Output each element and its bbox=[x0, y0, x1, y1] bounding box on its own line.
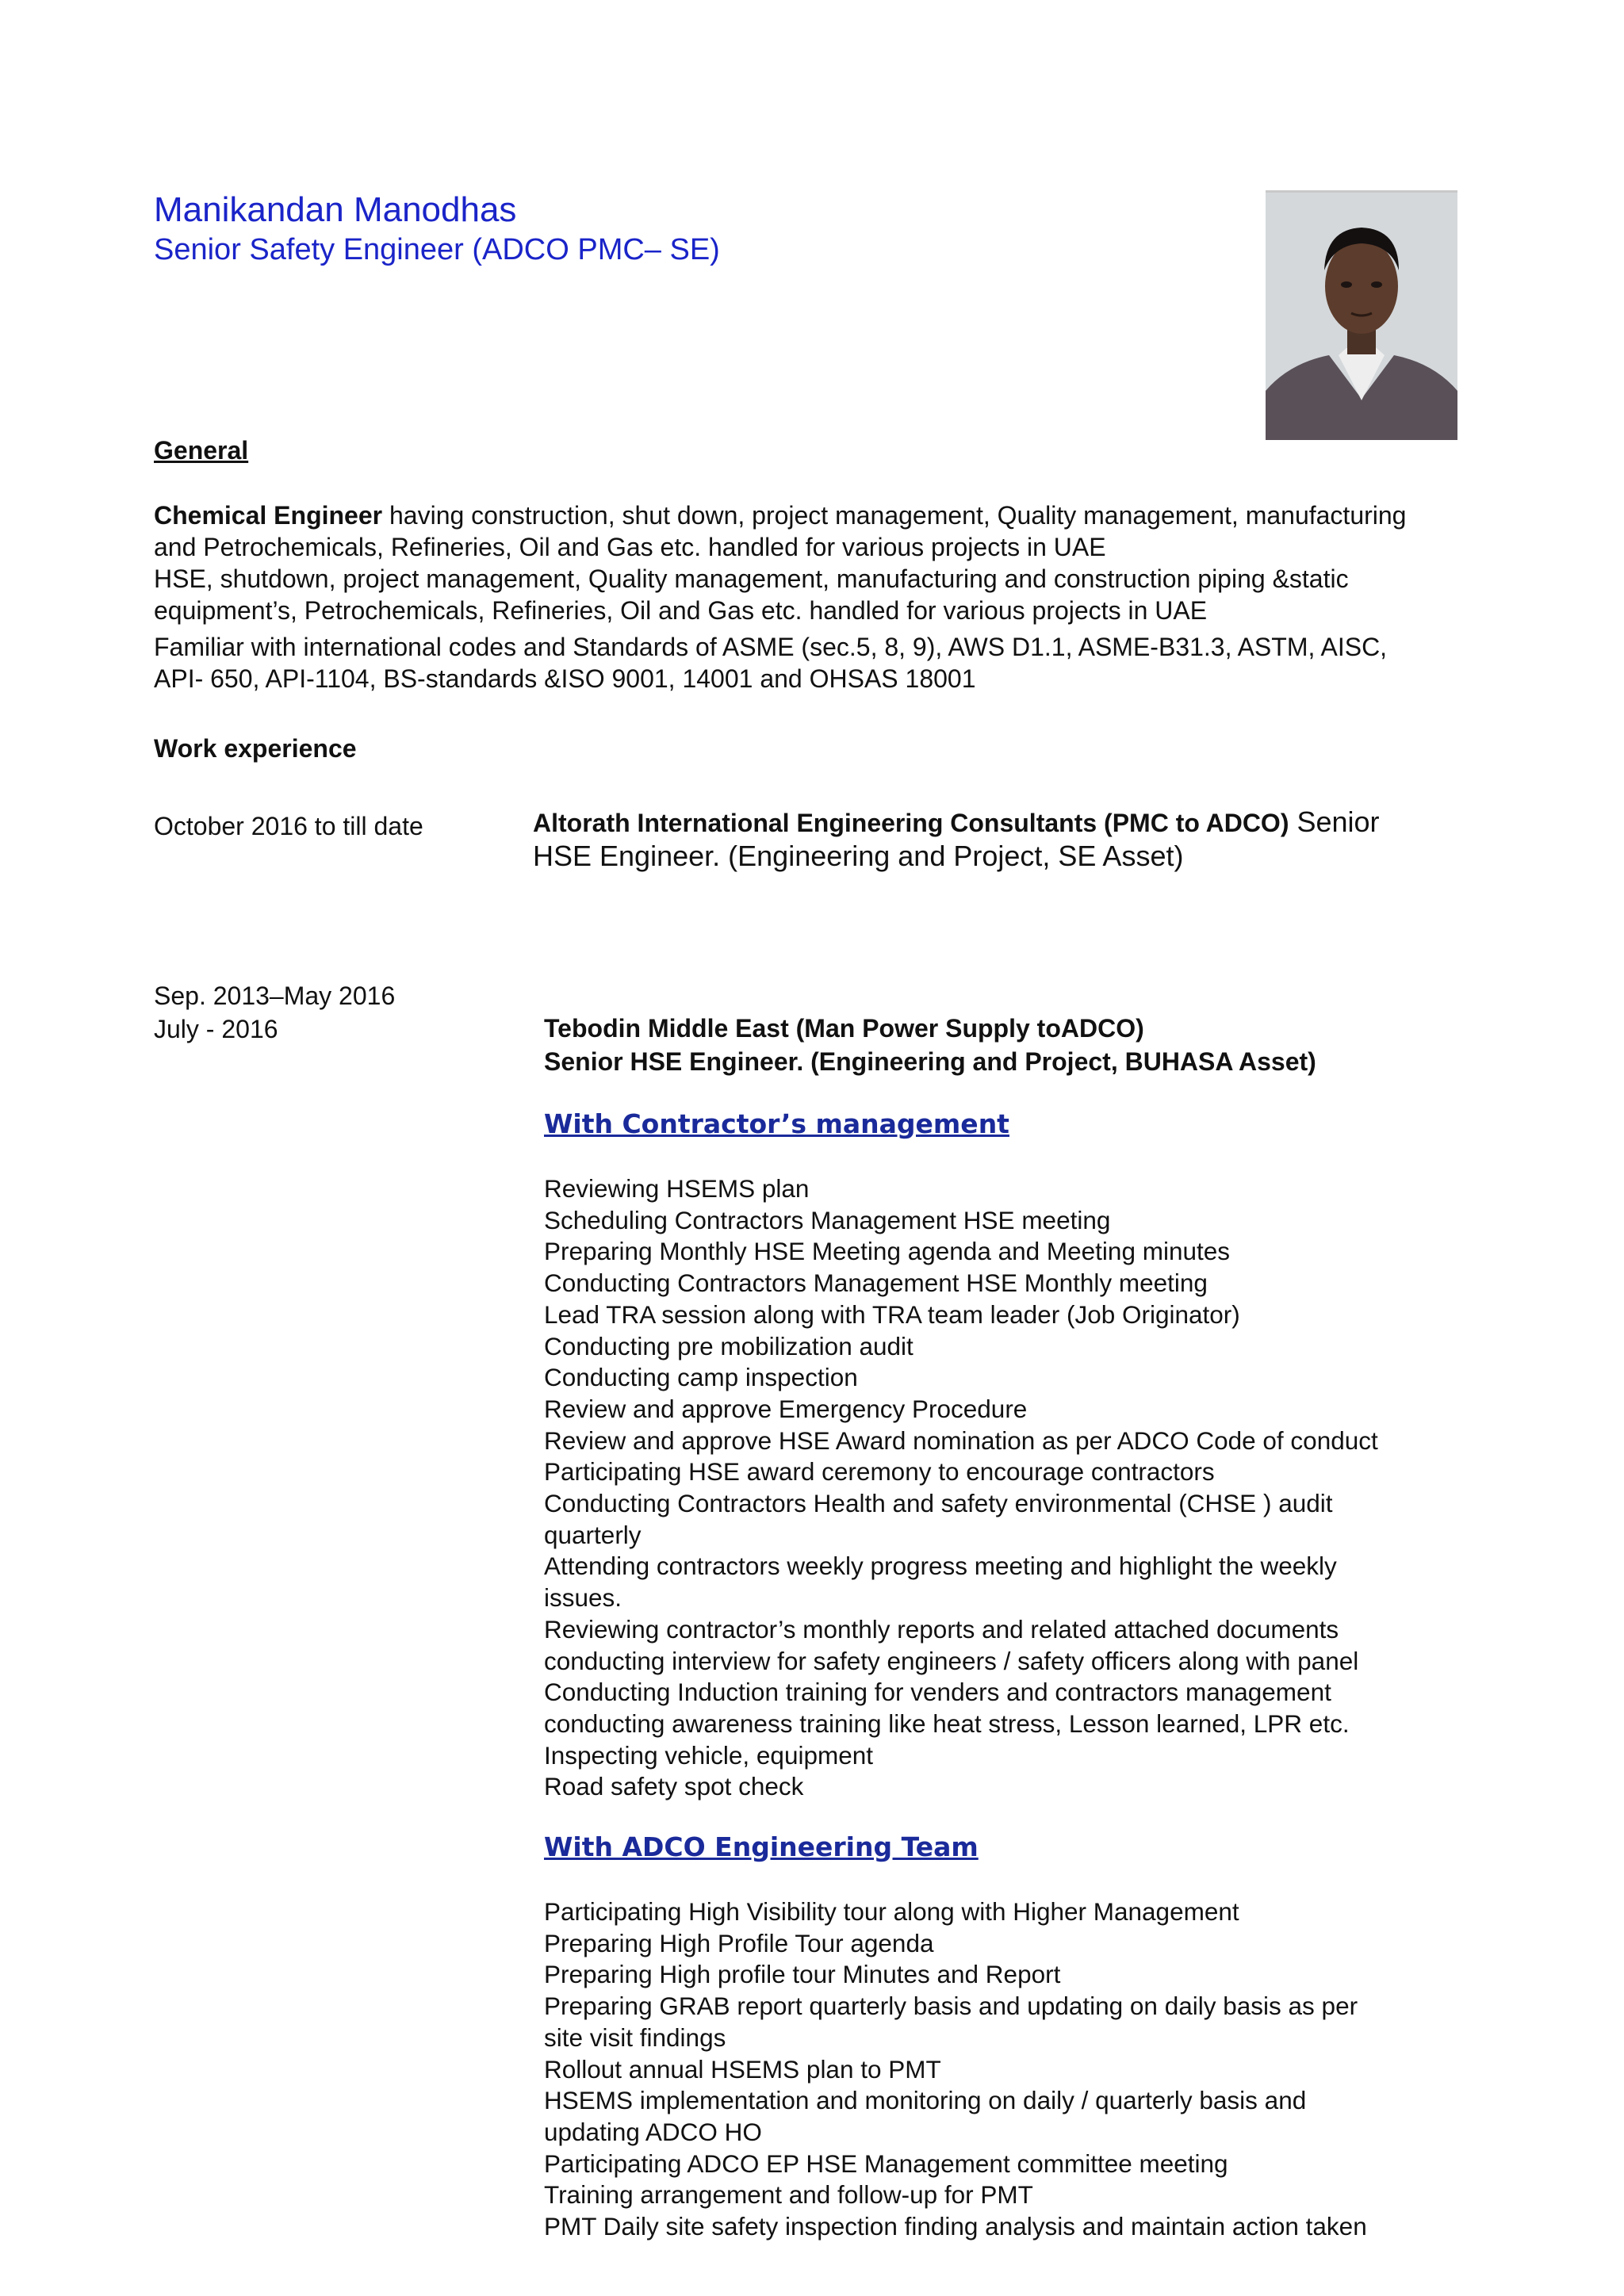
duty-item: Lead TRA session along with TRA team leader (Job Originator) bbox=[544, 1299, 1240, 1329]
duty-item: Conducting Contractors Management HSE Monthly meeting bbox=[544, 1269, 1208, 1298]
general-line1-text: having construction, shut down, project management, Quality management, manufacturing bbox=[382, 501, 1407, 530]
job2-title: Senior HSE Engineer. (Engineering and Project, BUHASA Asset) bbox=[544, 1047, 1316, 1076]
duty-item: Conducting Induction training for venders and contractors management bbox=[544, 1678, 1331, 1707]
duty-item: Review and approve HSE Award nomination as per ADCO Code of conduct bbox=[544, 1425, 1378, 1455]
subheading-adco-engineering: With ADCO Engineering Team bbox=[544, 1831, 979, 1862]
duty-item: Conducting pre mobilization audit bbox=[544, 1331, 914, 1360]
general-line3: HSE, shutdown, project management, Quality management, manufacturing and construction piping &static bbox=[154, 564, 1349, 593]
duty-item: Scheduling Contractors Management HSE meeting bbox=[544, 1205, 1111, 1234]
person-name: Manikandan Manodhas bbox=[154, 190, 517, 229]
duty-item: Road safety spot check bbox=[544, 1772, 804, 1801]
duty-item: Conducting Contractors Health and safety environmental (CHSE ) audit bbox=[544, 1489, 1333, 1518]
job2-company: Tebodin Middle East (Man Power Supply toADCO) bbox=[544, 1014, 1144, 1043]
job1-details bbox=[533, 806, 1484, 873]
job2-date-range: Sep. 2013–May 2016 bbox=[154, 982, 396, 1010]
duty-item: quarterly bbox=[544, 1520, 642, 1549]
job2-date-end: July - 2016 bbox=[154, 1015, 278, 1043]
duty-item: Rollout annual HSEMS plan to PMT bbox=[544, 2054, 941, 2084]
duty-item: conducting awareness training like heat stress, Lesson learned, LPR etc. bbox=[544, 1709, 1350, 1738]
duty-item: Attending contractors weekly progress meeting and highlight the weekly bbox=[544, 1552, 1337, 1581]
duty-item: Reviewing HSEMS plan bbox=[544, 1174, 810, 1203]
job-title: Senior Safety Engineer (ADCO PMC– SE) bbox=[154, 233, 720, 266]
general-line1-bold: Chemical Engineer bbox=[154, 501, 383, 530]
general-line2: and Petrochemicals, Refineries, Oil and Gas etc. handled for various projects in UAE bbox=[154, 533, 1106, 561]
duty-item: issues. bbox=[544, 1583, 622, 1613]
duties-list-contractors bbox=[544, 1173, 1480, 1803]
duty-item: Conducting camp inspection bbox=[544, 1363, 858, 1392]
job2-header bbox=[544, 1012, 1496, 1078]
subheading-contractors-management: With Contractor’s management bbox=[544, 1108, 1009, 1139]
general-summary bbox=[154, 499, 1462, 695]
general-line5: Familiar with international codes and Standards of ASME (sec.5, 8, 9), AWS D1.1, ASME-B31.3, ASTM, AISC, bbox=[154, 633, 1388, 661]
duty-item: HSEMS implementation and monitoring on daily / quarterly basis and bbox=[544, 2086, 1307, 2115]
duty-item: Preparing High profile tour Minutes and Report bbox=[544, 1960, 1061, 1989]
duty-item: site visit findings bbox=[544, 2022, 726, 2052]
general-line6: API- 650, API-1104, BS-standards &ISO 9001, 14001 and OHSAS 18001 bbox=[154, 664, 976, 693]
duty-item: Participating HSE award ceremony to encourage contractors bbox=[544, 1457, 1215, 1487]
general-line4: equipment’s, Petrochemicals, Refineries, Oil and Gas etc. handled for various projects in UAE bbox=[154, 596, 1208, 625]
duty-item: PMT Daily site safety inspection finding analysis and maintain action taken bbox=[544, 2212, 1367, 2241]
job1-date: October 2016 to till date bbox=[154, 812, 423, 840]
job1-title-part2: HSE Engineer. (Engineering and Project, SE Asset) bbox=[533, 840, 1184, 872]
duty-item: Preparing Monthly HSE Meeting agenda and Meeting minutes bbox=[544, 1237, 1231, 1266]
duty-item: Participating ADCO EP HSE Management committee meeting bbox=[544, 2149, 1228, 2178]
duty-item: Reviewing contractor’s monthly reports and related attached documents bbox=[544, 1614, 1339, 1644]
duty-item: Preparing High Profile Tour agenda bbox=[544, 1928, 934, 1957]
section-heading-work-experience: Work experience bbox=[154, 734, 357, 763]
duty-item: conducting interview for safety engineers / safety officers along with panel bbox=[544, 1646, 1359, 1675]
duty-item: Participating High Visibility tour along with Higher Management bbox=[544, 1897, 1239, 1926]
duty-item: Review and approve Emergency Procedure bbox=[544, 1394, 1028, 1423]
job1-title-part1: Senior bbox=[1289, 806, 1380, 838]
section-heading-general: General bbox=[154, 436, 249, 465]
duty-item: updating ADCO HO bbox=[544, 2117, 762, 2146]
job1-company: Altorath International Engineering Consultants (PMC to ADCO) bbox=[533, 809, 1289, 837]
profile-photo bbox=[1266, 190, 1457, 440]
duty-item: Preparing GRAB report quarterly basis and updating on daily basis as per bbox=[544, 1992, 1358, 2021]
profile-photo-icon bbox=[1266, 193, 1457, 440]
duty-item: Inspecting vehicle, equipment bbox=[544, 1740, 874, 1770]
duties-list-engineering bbox=[544, 1896, 1480, 2243]
duty-item: Training arrangement and follow-up for PMT bbox=[544, 2180, 1033, 2210]
